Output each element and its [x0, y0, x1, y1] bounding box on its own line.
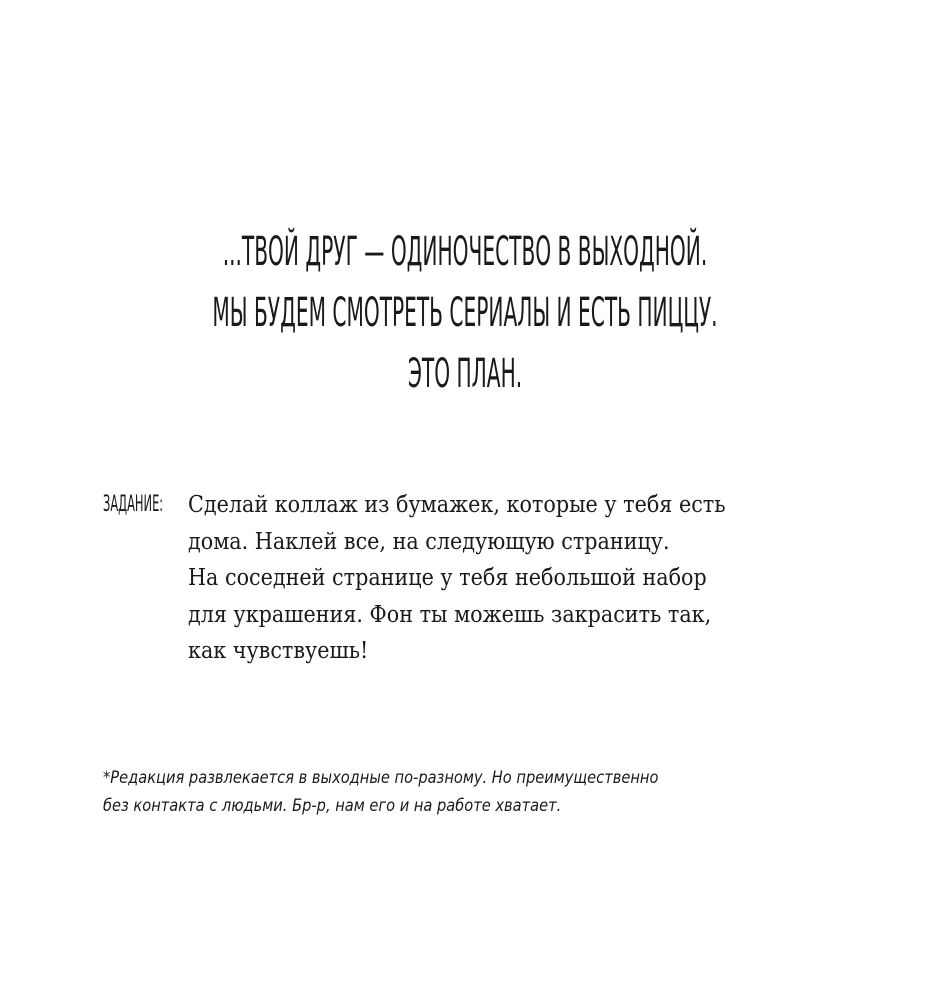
task-line-3: На соседней странице у тебя небольшой набор — [188, 565, 707, 591]
headline-line-2: МЫ БУДЕМ СМОТРЕТЬ СЕРИАЛЫ И ЕСТЬ ПИЦЦУ. — [212, 290, 718, 336]
headline — [0, 222, 930, 405]
headline-line-3: ЭТО ПЛАН. — [407, 351, 523, 397]
footnote-line-1: *Редакция развлекается в выходные по-разному. Но преимущественно — [103, 768, 659, 788]
task-line-2: дома. Наклей все, на следующую страницу. — [188, 528, 670, 555]
task-text — [188, 487, 868, 670]
footnote-line-2: без контакта с людьми. Бр-р, нам его и на работе хватает. — [103, 796, 562, 816]
footnote — [103, 764, 843, 820]
headline-line-1: ...ТВОЙ ДРУГ — ОДИНОЧЕСТВО В ВЫХОДНОЙ. — [222, 229, 708, 275]
task-label: ЗАДАНИЕ: — [103, 492, 164, 517]
task-line-1: Сделай коллаж из бумажек, которые у тебя есть — [188, 492, 726, 518]
task-line-4: для украшения. Фон ты можешь закрасить так, — [188, 601, 712, 628]
task-line-5: как чувствуешь! — [188, 638, 369, 664]
